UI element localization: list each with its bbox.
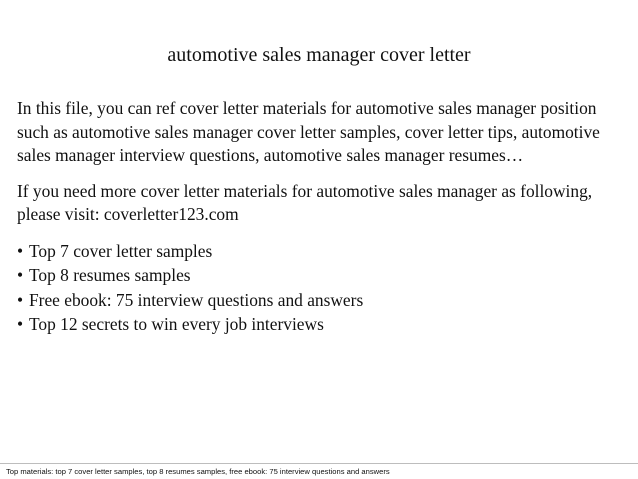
list-item-label: Top 8 resumes samples <box>29 265 191 285</box>
list-item-label: Free ebook: 75 interview questions and answers <box>29 289 364 310</box>
materials-list <box>17 239 627 337</box>
list-item <box>17 288 627 313</box>
intro-line: sales manager interview questions, automotive sales manager resumes… <box>17 145 524 165</box>
page-title: automotive sales manager cover letter <box>167 44 471 66</box>
list-item-label: Top 7 cover letter samples <box>29 240 213 261</box>
footer-bar: Top materials: top 7 cover letter samples, top 8 resumes samples, free ebook: 75 interview questions and answers <box>0 463 638 479</box>
list-item <box>17 239 627 264</box>
bullet-icon: • <box>17 240 24 261</box>
visit-line: please visit: coverletter123.com <box>17 204 239 224</box>
bullet-icon: • <box>17 265 24 285</box>
bullet-icon: • <box>17 289 24 310</box>
visit-paragraph <box>17 180 627 227</box>
intro-paragraph <box>17 97 627 168</box>
intro-line: In this file, you can ref cover letter materials for automotive sales manager position <box>17 98 597 118</box>
visit-line: If you need more cover letter materials for automotive sales manager as following, <box>17 180 593 201</box>
slide-body <box>17 97 627 337</box>
list-item <box>17 312 627 337</box>
list-item-label: Top 12 secrets to win every job interviews <box>29 314 324 334</box>
list-item <box>17 263 627 288</box>
intro-line: such as automotive sales manager cover letter samples, cover letter tips, automotive <box>17 121 600 142</box>
bullet-icon: • <box>17 314 24 334</box>
